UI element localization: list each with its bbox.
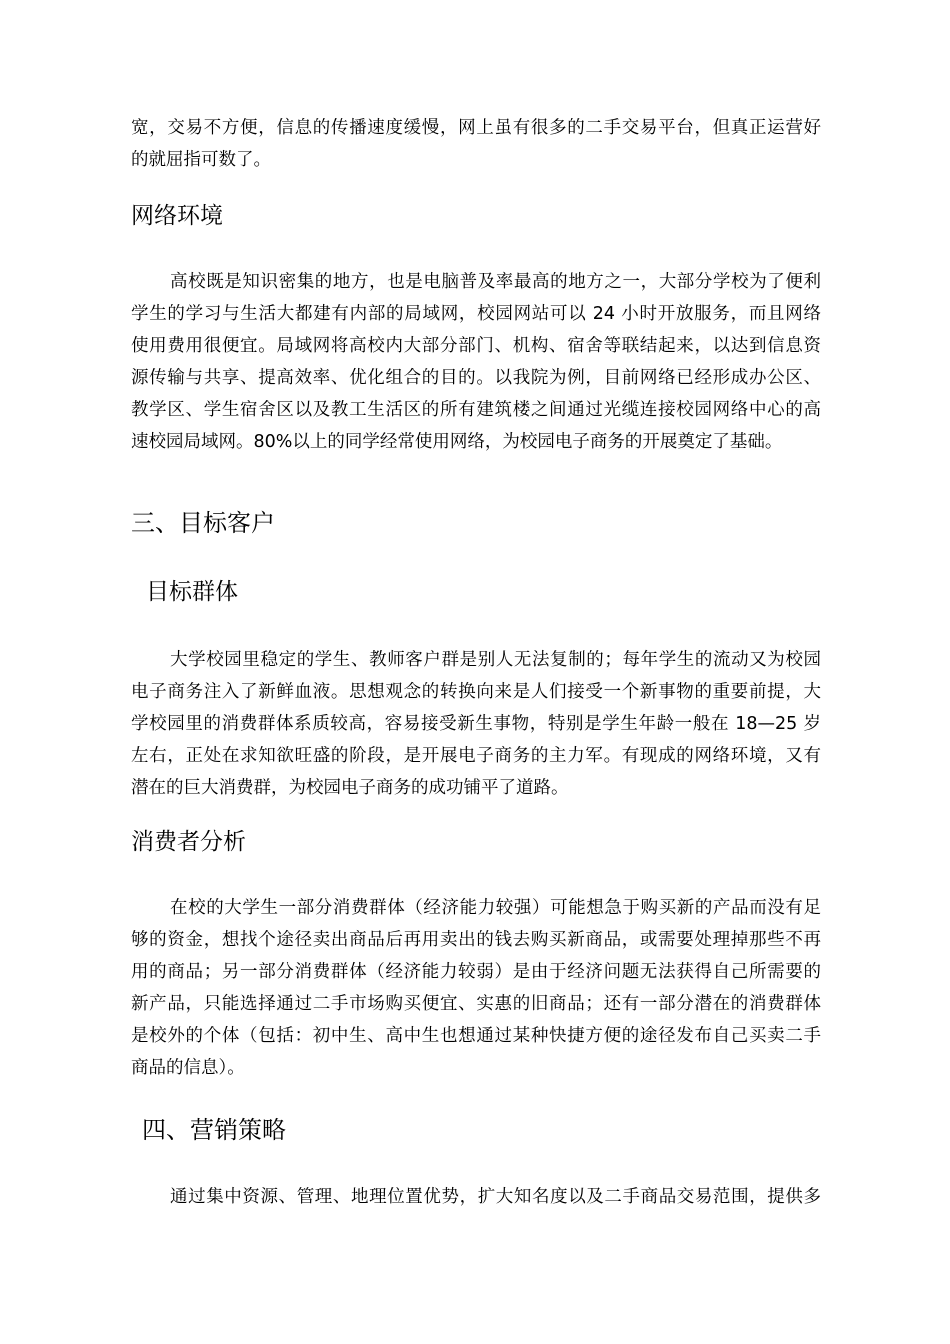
chapter-heading-target-customers: 三、目标客户 bbox=[131, 509, 275, 537]
section-heading-consumer-analysis: 消费者分析 bbox=[131, 829, 246, 855]
paragraph-line: 潜在的巨大消费群，为校园电子商务的成功铺平了道路。 bbox=[131, 778, 569, 798]
paragraph-line: 宽，交易不方便，信息的传播速度缓慢，网上虽有很多的二手交易平台，但真正运营好 bbox=[131, 118, 821, 138]
paragraph-line: 速校园局域网。80%以上的同学经常使用网络，为校园电子商务的开展奠定了基础。 bbox=[131, 432, 783, 452]
section-heading-target-group: 目标群体 bbox=[146, 579, 238, 605]
paragraph-line: 高校既是知识密集的地方，也是电脑普及率最高的地方之一，大部分学校为了便利 bbox=[170, 272, 821, 292]
paragraph-line: 通过集中资源、管理、地理位置优势，扩大知名度以及二手商品交易范围，提供多 bbox=[170, 1187, 821, 1207]
section-heading-network: 网络环境 bbox=[131, 203, 223, 229]
paragraph-line: 学校园里的消费群体系质较高，容易接受新生事物，特别是学生年龄一般在 18—25 岁 bbox=[131, 714, 821, 734]
paragraph-line: 在校的大学生一部分消费群体（经济能力较强）可能想急于购买新的产品而没有足 bbox=[170, 898, 821, 918]
paragraph-line: 源传输与共享、提高效率、优化组合的目的。以我院为例，目前网络已经形成办公区、 bbox=[131, 368, 821, 388]
paragraph-line: 是校外的个体（包括：初中生、高中生也想通过某种快捷方便的途径发布自己买卖二手 bbox=[131, 1026, 821, 1046]
paragraph-line: 学生的学习与生活大都建有内部的局域网，校园网站可以 24 小时开放服务，而且网络 bbox=[131, 304, 821, 324]
paragraph-line: 使用费用很便宜。局域网将高校内大部分部门、机构、宿舍等联结起来，以达到信息资 bbox=[131, 336, 821, 356]
paragraph-line: 教学区、学生宿舍区以及教工生活区的所有建筑楼之间通过光缆连接校园网络中心的高 bbox=[131, 400, 821, 420]
paragraph-line: 用的商品；另一部分消费群体（经济能力较弱）是由于经济问题无法获得自己所需要的 bbox=[131, 962, 821, 982]
paragraph-line: 商品的信息）。 bbox=[131, 1058, 245, 1078]
chapter-heading-marketing-strategy: 四、营销策略 bbox=[142, 1116, 286, 1144]
paragraph-line: 新产品，只能选择通过二手市场购买便宜、实惠的旧商品；还有一部分潜在的消费群体 bbox=[131, 994, 821, 1014]
paragraph-line: 大学校园里稳定的学生、教师客户群是别人无法复制的；每年学生的流动又为校园 bbox=[170, 650, 821, 670]
paragraph-line: 够的资金，想找个途径卖出商品后再用卖出的钱去购买新商品，或需要处理掉那些不再 bbox=[131, 930, 821, 950]
paragraph-line: 的就屈指可数了。 bbox=[131, 150, 271, 170]
paragraph-line: 电子商务注入了新鲜血液。思想观念的转换向来是人们接受一个新事物的重要前提，大 bbox=[131, 682, 821, 702]
paragraph-line: 左右，正处在求知欲旺盛的阶段，是开展电子商务的主力军。有现成的网络环境，又有 bbox=[131, 746, 821, 766]
